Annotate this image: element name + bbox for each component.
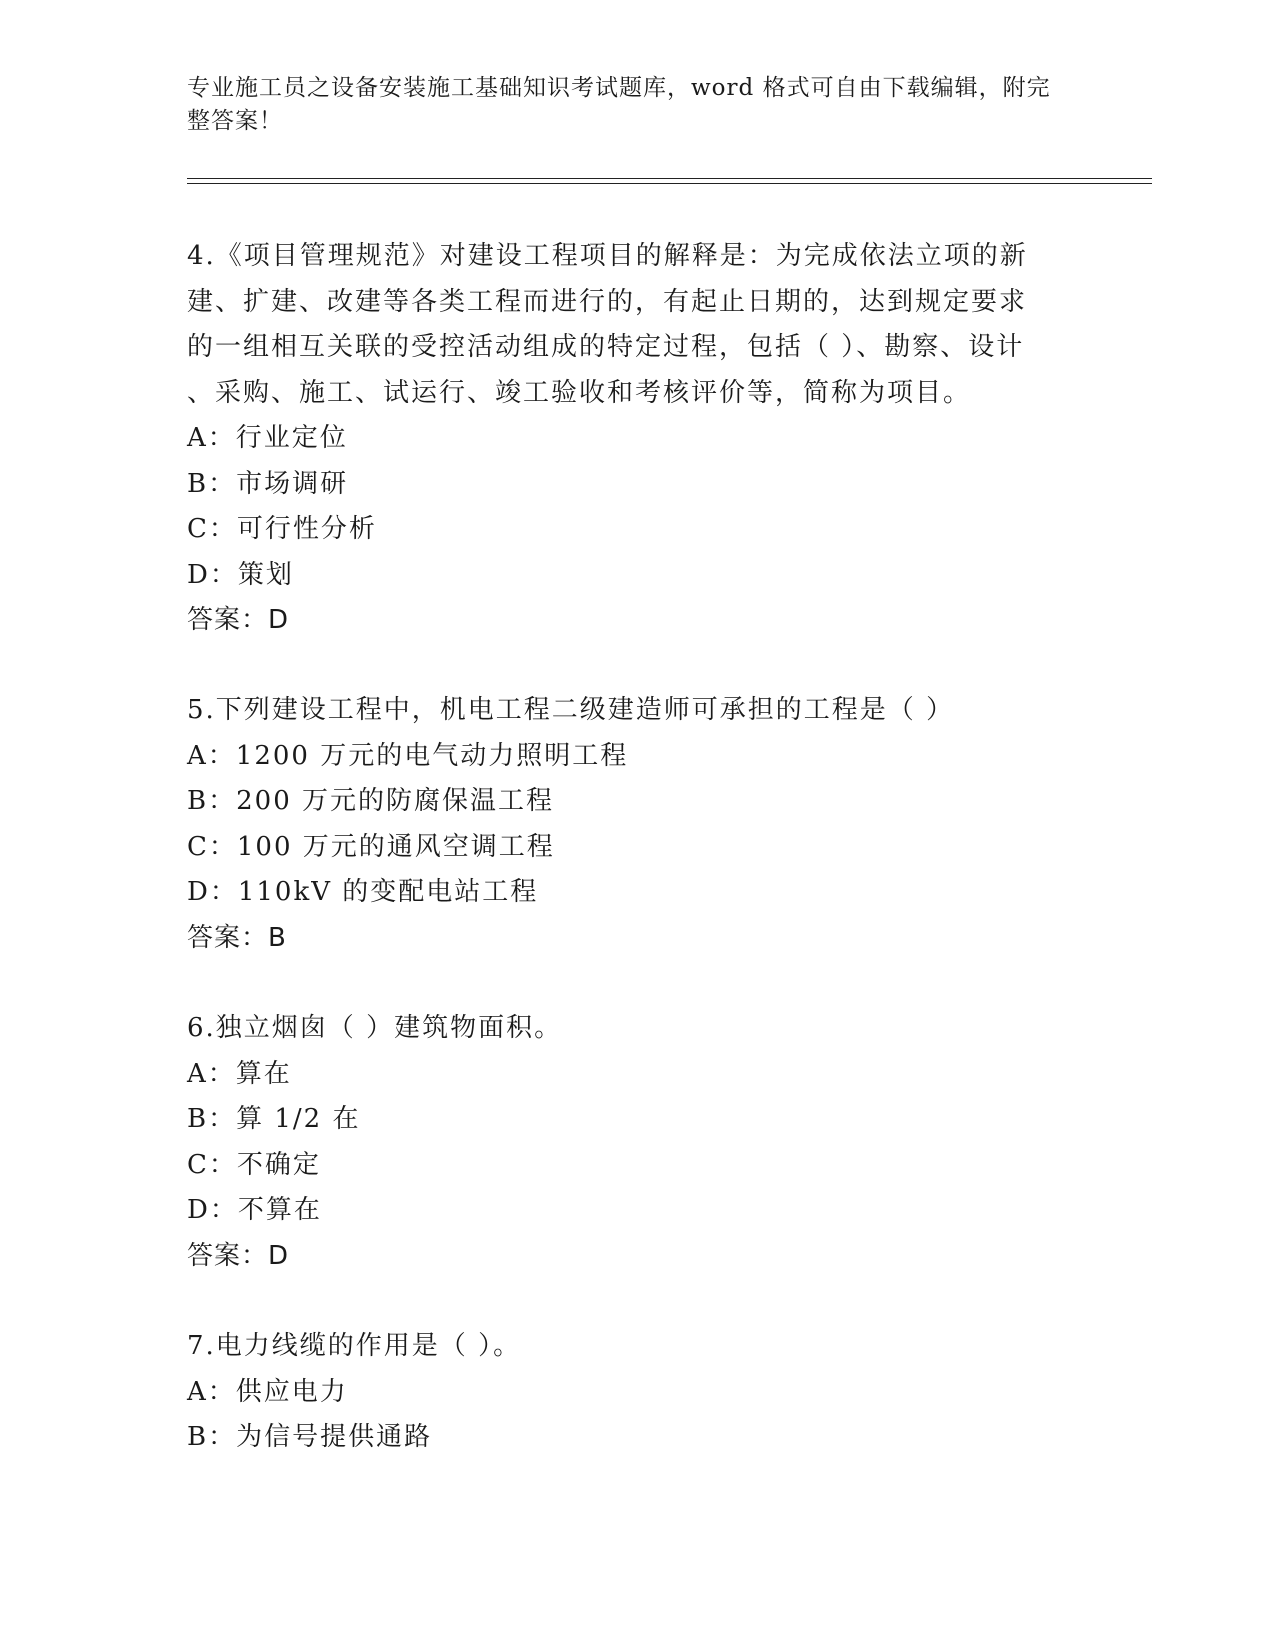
answer-line: 答案：D (187, 605, 290, 635)
option-a: A：供应电力 (187, 1376, 348, 1407)
option-b: B：200 万元的防腐保温工程 (187, 786, 554, 816)
answer-line: 答案：D (187, 1240, 290, 1271)
header-line-1: 专业施工员之设备安装施工基础知识考试题库，word 格式可自由下载编辑，附完 (187, 75, 1051, 101)
option-d: D：不算在 (187, 1195, 322, 1225)
option-c: C：100 万元的通风空调工程 (187, 831, 555, 862)
option-b: B：市场调研 (187, 468, 349, 499)
question-stem-line: 4.《项目管理规范》对建设工程项目的解释是：为完成依法立项的新 (187, 241, 1028, 271)
option-a: A：1200 万元的电气动力照明工程 (187, 740, 629, 771)
answer-line: 答案：B (187, 922, 287, 953)
option-a: A：算在 (187, 1058, 292, 1089)
header-divider-bottom (187, 183, 1152, 184)
option-c: C：可行性分析 (187, 514, 377, 544)
question-stem-line: 7.电力线缆的作用是（ ）。 (187, 1331, 522, 1361)
question-5 (187, 688, 1067, 961)
question-6 (187, 1006, 1067, 1279)
document-header (187, 72, 1067, 138)
option-b: B：为信号提供通路 (187, 1422, 433, 1452)
option-b: B：算 1/2 在 (187, 1104, 361, 1134)
option-d: D：策划 (187, 559, 294, 590)
question-stem-line: 5.下列建设工程中，机电工程二级建造师可承担的工程是（ ） (187, 695, 955, 725)
question-7 (187, 1324, 1067, 1461)
question-stem-line: 的一组相互关联的受控活动组成的特定过程，包括（ ）、勘察、设计 (187, 332, 1025, 362)
option-a: A：行业定位 (187, 423, 348, 453)
question-4 (187, 234, 1067, 644)
option-d: D：110kV 的变配电站工程 (187, 877, 539, 907)
question-stem-line: 建、扩建、改建等各类工程而进行的，有起止日期的，达到规定要求 (187, 286, 1028, 317)
header-line-2: 整答案！ (187, 108, 283, 134)
question-stem-line: 6.独立烟囱（ ）建筑物面积。 (187, 1013, 563, 1043)
header-divider-top (187, 178, 1152, 179)
question-stem-line: 、采购、施工、试运行、竣工验收和考核评价等，简称为项目。 (187, 377, 972, 408)
option-c: C：不确定 (187, 1149, 321, 1180)
